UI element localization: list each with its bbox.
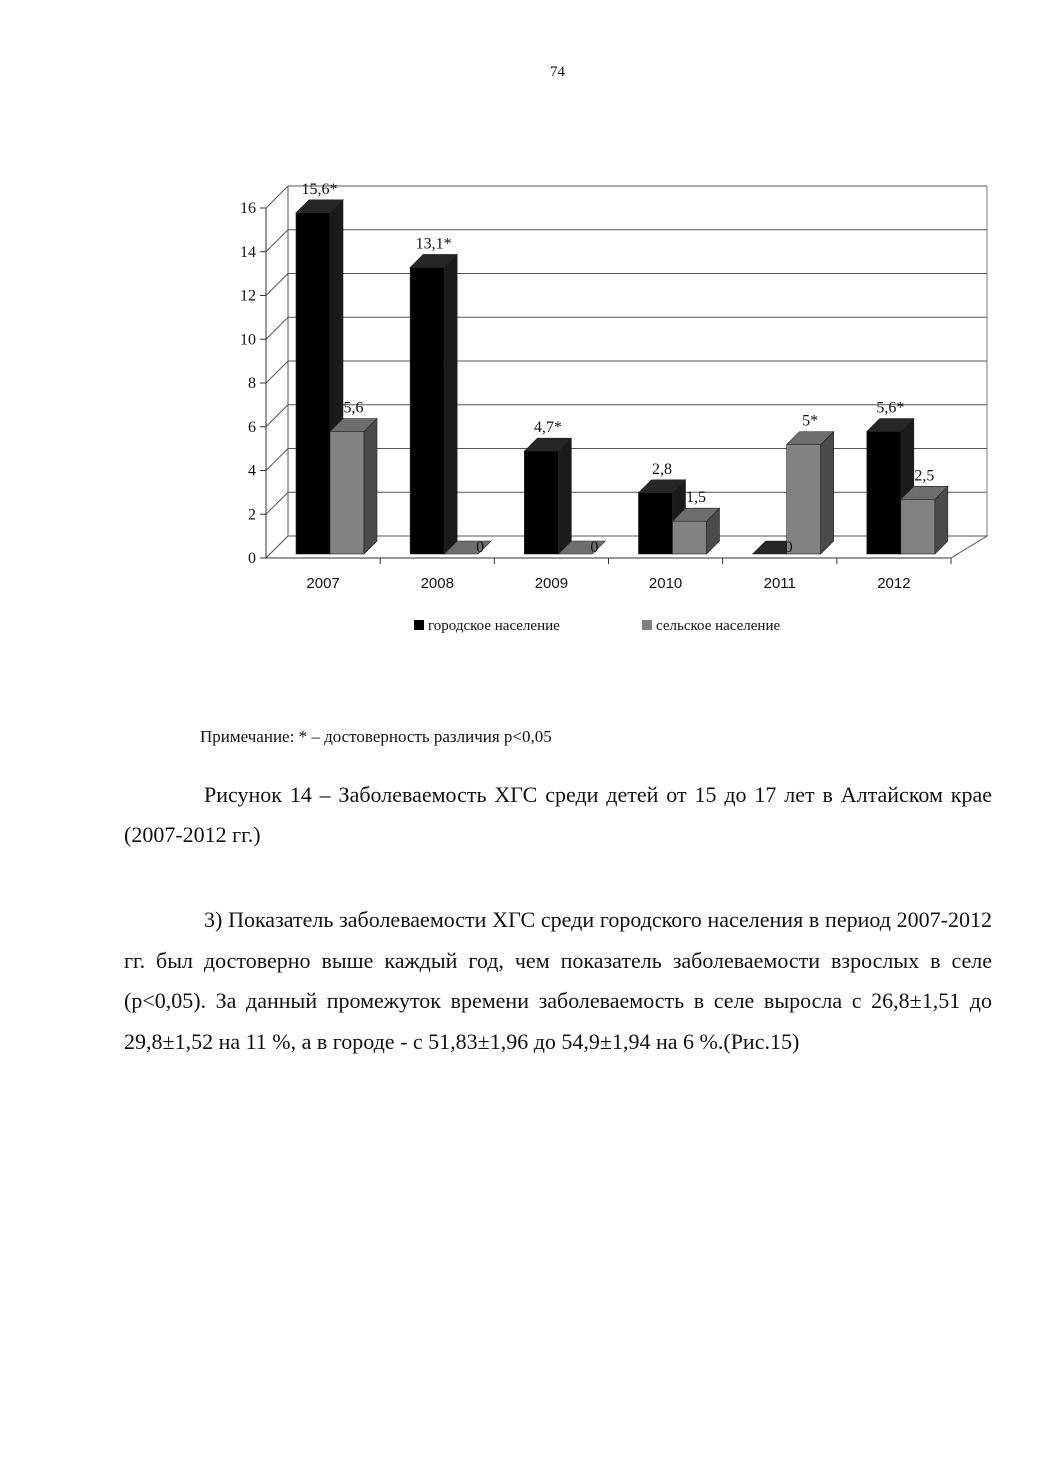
figure-caption: Рисунок 14 – Заболеваемость ХГС среди детей от 15 до 17 лет в Алтайском крае (2007-2012 гг.) — [124, 782, 992, 847]
gridline-side — [266, 317, 288, 339]
bar-front — [867, 432, 901, 555]
x-category-label: 2008 — [420, 575, 454, 592]
chart-bars — [296, 200, 948, 554]
bar-front — [330, 432, 364, 555]
y-axis-ticks — [240, 200, 266, 567]
page-number: 74 — [550, 64, 565, 80]
bar-2012-rural — [901, 486, 948, 554]
bar-2010-rural — [673, 508, 720, 554]
incidence-bar-chart — [226, 180, 996, 650]
gridline-side — [266, 492, 288, 514]
y-tick-label: 10 — [240, 331, 256, 349]
bar-front — [784, 445, 821, 556]
y-tick-label: 2 — [248, 506, 256, 524]
data-label: 13,1* — [415, 235, 452, 253]
data-label: 1,5 — [686, 489, 706, 507]
bar-front — [639, 493, 673, 554]
bar-2007-rural — [330, 419, 377, 555]
bar-2011-rural — [784, 432, 834, 556]
gridline-side — [266, 186, 288, 208]
body-paragraph: 3) Показатель заболеваемости ХГС среди городского населения в период 2007-2012 гг. был достоверно выше каждый год, чем показатель заболеваемости взрослых в селе (р<0,05). За данный промежуток времени заболеваемость в селе выросла с 26,8±1,51 до 29,8±1,52 на 11 %, а в городе - с 51,83±1,96 до 54,9±1,94 на 6 %.(Рис.15) — [124, 907, 992, 1054]
legend-swatch — [414, 620, 424, 630]
bar-side — [558, 438, 571, 554]
gridline-side — [266, 230, 288, 252]
y-tick-label: 0 — [248, 550, 256, 567]
bar-side — [364, 419, 377, 555]
x-axis-categories — [306, 575, 910, 592]
data-label: 5* — [802, 412, 819, 430]
data-label: 0 — [784, 539, 793, 556]
bar-front — [296, 213, 330, 554]
chart-legend — [414, 618, 780, 634]
y-tick-label: 16 — [240, 200, 256, 217]
x-category-label: 2009 — [534, 575, 569, 592]
bar-side — [444, 254, 457, 554]
bar-front — [410, 267, 444, 554]
bar-2009-urban — [524, 438, 571, 554]
gridline-side — [266, 361, 288, 383]
y-tick-label: 8 — [248, 375, 256, 392]
legend-item-rural — [642, 618, 780, 634]
data-label: 4,7* — [533, 419, 562, 437]
data-label: 5,6 — [343, 399, 364, 417]
x-category-label: 2010 — [648, 575, 683, 592]
y-tick-label: 6 — [248, 418, 256, 436]
y-tick-label: 12 — [240, 287, 256, 305]
figure-note: Примечание: * – достоверность различия р<0,05 — [200, 727, 552, 746]
gridline-side — [266, 274, 288, 296]
data-label: 2,8 — [652, 460, 672, 478]
legend-swatch — [642, 620, 652, 630]
data-label: 0 — [590, 539, 599, 556]
x-category-label: 2011 — [763, 575, 796, 592]
legend-label: сельское население — [656, 618, 781, 634]
data-label: 0 — [476, 539, 485, 556]
bar-side — [821, 432, 834, 554]
legend-item-urban — [414, 618, 560, 634]
data-label: 5,6* — [876, 399, 905, 417]
x-category-label: 2007 — [306, 575, 340, 592]
bar-front — [901, 499, 935, 554]
gridline-side — [266, 405, 288, 427]
data-labels — [302, 181, 935, 556]
data-label: 2,5 — [914, 467, 935, 485]
legend-label: городское население — [428, 618, 560, 634]
y-tick-label: 4 — [248, 462, 256, 480]
y-tick-label: 14 — [240, 243, 256, 261]
data-label: 15,6* — [301, 180, 338, 198]
bar-front — [673, 521, 707, 554]
gridline-side — [266, 449, 288, 471]
bar-front — [524, 451, 558, 554]
x-category-label: 2012 — [877, 575, 911, 592]
bar-2008-urban — [410, 254, 457, 554]
